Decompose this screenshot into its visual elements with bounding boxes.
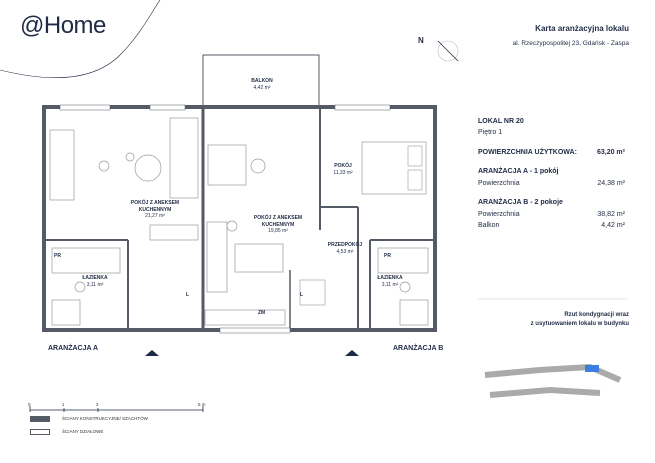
room-b [238, 215, 318, 235]
usable-area-value: 63,20 m² [596, 149, 625, 156]
room-bath-a [70, 275, 120, 288]
legend-structural-swatch [30, 416, 50, 422]
highlighted-unit [585, 365, 599, 372]
balcony-value: 4,42 m² [601, 222, 625, 229]
l-label-2: L [300, 292, 304, 298]
variant-a-area-label: Powierzchnia [478, 180, 520, 187]
scale-1: 1 [62, 402, 65, 407]
variant-a-title: ARANŻACJA A - 1 pokój [478, 168, 559, 175]
room-b-name: POKÓJ Z ANEKSEM KUCHENNYM [253, 215, 303, 228]
room-a [120, 200, 190, 220]
room-bath-a-area: 3,11 m² [86, 281, 104, 288]
room-bath-b-name: ŁAZIENKA [377, 275, 403, 281]
card-title: Karta aranżacyjna lokalu [535, 24, 629, 33]
rzut-line-1: Rzut kondygnacji wraz [564, 312, 629, 318]
logo: @Home [20, 12, 106, 39]
site-plan [480, 355, 630, 415]
room-balkon-area: 4,42 m² [253, 84, 271, 91]
room-pokoj [325, 163, 361, 176]
legend-partition-swatch [30, 429, 50, 435]
scale-5: 5 m [198, 402, 206, 407]
aranzacja-b-label: ARANŻACJA B [393, 345, 444, 352]
scale-0: 0 [28, 402, 31, 407]
address: al. Rzeczypospolitej 23, Gdańsk - Zaspa [512, 40, 629, 47]
room-b-area: 19,85 m² [268, 228, 288, 234]
room-pokoj-area: 11,33 m² [333, 169, 353, 176]
room-bath-b [365, 275, 415, 288]
room-pokoj-name: POKÓJ [334, 163, 352, 169]
legend-structural: ŚCIANY KONSTRUKCYJNE/ SZACHTÓW [62, 416, 148, 421]
l-label-1: L [186, 292, 190, 298]
room-a-area: 21,27 m² [145, 213, 165, 219]
room-przedpokoj [320, 242, 370, 255]
lokal-number: LOKAL NR 20 [478, 118, 524, 125]
room-bath-b-area: 3,11 m² [381, 281, 399, 288]
variant-a-area-value: 24,38 m² [597, 180, 625, 187]
floor-number: Piętro 1 [478, 129, 503, 136]
north-label: N [418, 36, 424, 45]
usable-area-label: POWIERZCHNIA UŻYTKOWA: [478, 149, 577, 156]
variant-b-area-label: Powierzchnia [478, 211, 520, 218]
rzut-line-2: z usytuowaniem lokalu w budynku [530, 321, 629, 327]
scale-bar [28, 400, 208, 415]
divider [478, 298, 628, 300]
pr-label-b: PR [384, 253, 391, 259]
variant-b-title: ARANŻACJA B - 2 pokoje [478, 199, 563, 206]
pr-label-a: PR [54, 253, 61, 259]
legend-partition: ŚCIANY DZIAŁOWE [62, 429, 104, 434]
room-bath-a-name: ŁAZIENKA [82, 275, 108, 281]
room-balkon [232, 78, 292, 91]
scale-2: 2 [96, 402, 99, 407]
rzut-caption [531, 311, 629, 329]
variant-b-area-value: 38,82 m² [597, 211, 625, 218]
aranzacja-a-label: ARANŻACJA A [48, 345, 99, 352]
zm-label: ZM [258, 310, 266, 316]
balcony-label: Balkon [478, 222, 500, 229]
room-balkon-name: BALKON [251, 78, 273, 84]
room-przedpokoj-name: PRZEDPOKÓJ [327, 242, 363, 248]
room-a-name: POKÓJ Z ANEKSEM KUCHENNYM [130, 200, 180, 213]
room-przedpokoj-area: 4,53 m² [336, 248, 354, 255]
